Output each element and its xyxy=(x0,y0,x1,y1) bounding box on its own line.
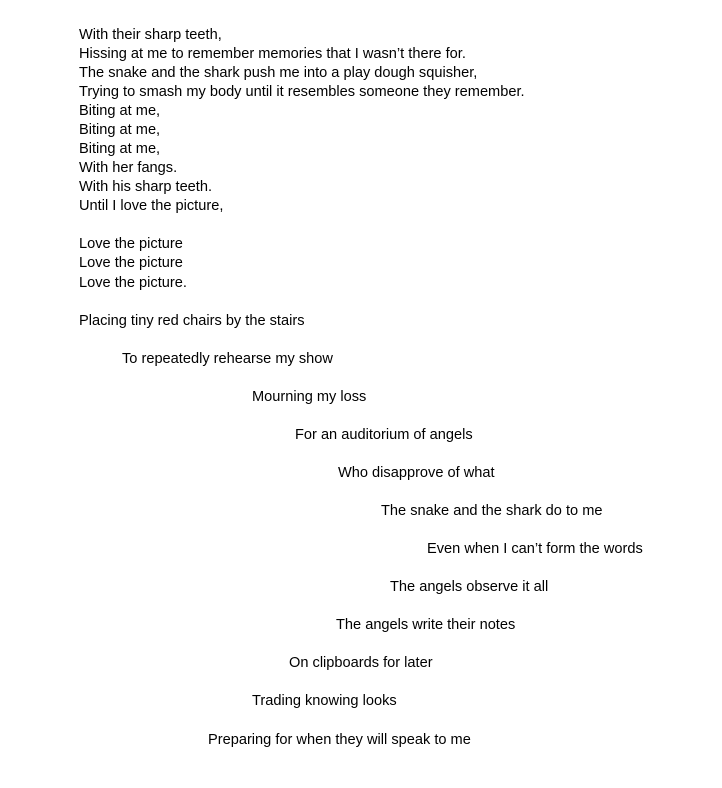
poem-line-3: The snake and the shark push me into a play dough squisher, xyxy=(79,65,478,81)
poem-line-12: Love the picture xyxy=(79,255,183,271)
cascade-line-5: Who disapprove of what xyxy=(338,465,495,481)
cascade-line-10: On clipboards for later xyxy=(289,655,433,671)
cascade-line-11: Trading knowing looks xyxy=(252,693,397,709)
poem-line-6: Biting at me, xyxy=(79,122,161,138)
cascade-line-2: To repeatedly rehearse my show xyxy=(122,351,333,367)
cascade-line-3: Mourning my loss xyxy=(252,389,367,405)
cascade-line-7: Even when I can’t form the words xyxy=(427,541,643,557)
poem-line-7: Biting at me, xyxy=(79,141,161,157)
cascade-line-6: The snake and the shark do to me xyxy=(381,503,603,519)
poem-line-2: Hissing at me to remember memories that I wasn’t there for. xyxy=(79,46,466,62)
poem-line-1: With their sharp teeth, xyxy=(79,27,222,43)
poem-line-11: Love the picture xyxy=(79,236,183,252)
cascade-line-12: Preparing for when they will speak to me xyxy=(208,732,471,748)
cascade-line-8: The angels observe it all xyxy=(390,579,549,595)
poem-line-13: Love the picture. xyxy=(79,275,187,291)
poem-line-10: Until I love the picture, xyxy=(79,198,224,214)
poem-line-9: With his sharp teeth. xyxy=(79,179,213,195)
cascade-line-1: Placing tiny red chairs by the stairs xyxy=(79,313,305,329)
poem-line-8: With her fangs. xyxy=(79,160,178,176)
cascade-line-9: The angels write their notes xyxy=(336,617,516,633)
poem-line-4: Trying to smash my body until it resembles someone they remember. xyxy=(79,84,525,100)
cascade-line-4: For an auditorium of angels xyxy=(295,427,473,443)
poem-line-5: Biting at me, xyxy=(79,103,161,119)
